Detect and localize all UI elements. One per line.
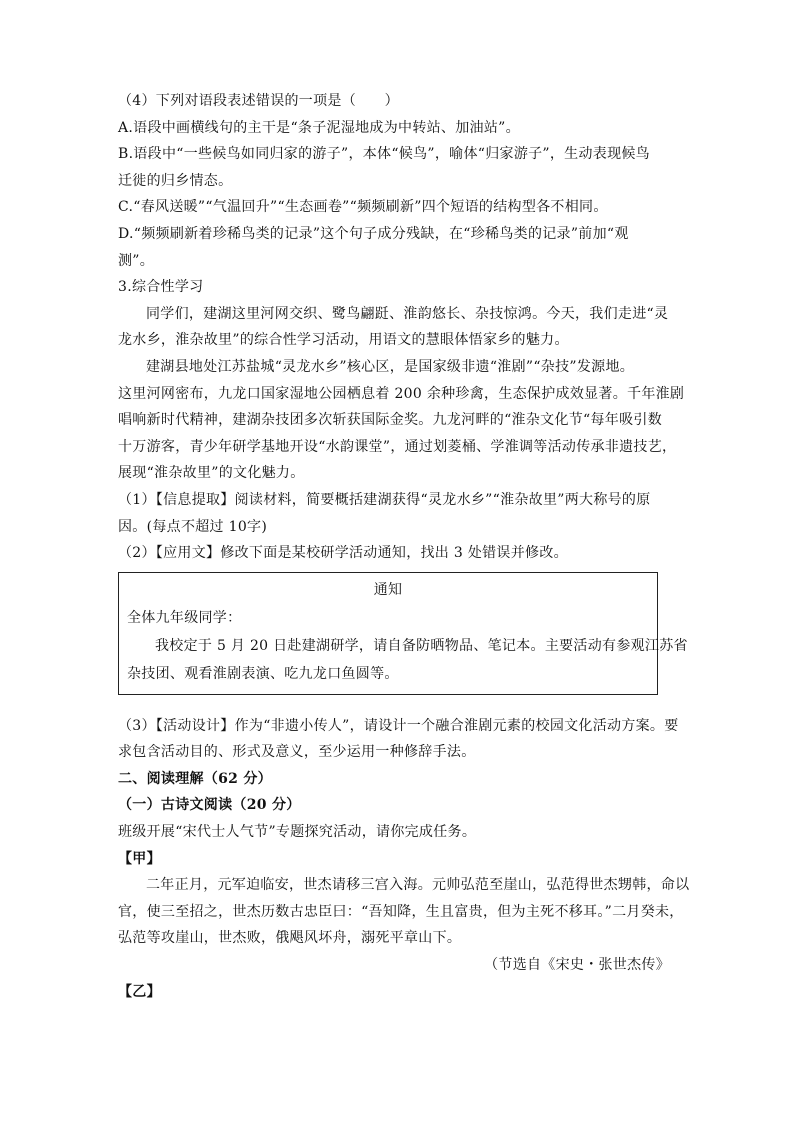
- material-paragraph-line4: 十万游客，青少年研学基地开设“水韵课堂”，通过划菱桶、学淮调等活动传承非遗技艺，: [118, 438, 677, 455]
- q4-option-a: A.语段中画横线句的主干是“条子泥湿地成为中转站、加油站”。: [118, 119, 520, 136]
- passage-jia-label: 【甲】: [118, 850, 161, 867]
- notice-body-line1: 我校定于 5 月 20 日赴建湖研学，请自备防晒物品、笔记本。主要活动有参观江苏省: [155, 637, 688, 654]
- part2-subheading: （一）古诗文阅读（20 分）: [118, 797, 301, 814]
- q4-stem: （4）下列对语段表述错误的一项是（ ）: [118, 93, 399, 109]
- material-paragraph-line5: 展现“淮杂故里”的文化魅力。: [118, 465, 305, 482]
- part2-heading: 二、阅读理解（62 分）: [118, 770, 272, 787]
- material-paragraph-line1: 建湖县地处江苏盐城“灵龙水乡”核心区，是国家级非遗“淮剧”“杂技”发源地。: [146, 358, 635, 375]
- q4-option-d-line2: 测”。: [118, 252, 155, 269]
- passage-jia-line2: 官，使三至招之，世杰历数古忠臣曰：“吾知降，生且富贵，但为主死不移耳。”二月癸未，: [118, 903, 684, 920]
- question3-line2: 求包含活动目的、形式及意义，至少运用一种修辞手法。: [118, 744, 476, 761]
- material-paragraph-line2: 这里河网密布，九龙口国家湿地公园栖息着 200 余种珍禽，生态保护成效显著。千年淮剧: [118, 385, 685, 402]
- q4-option-d-line1: D.“频频刷新着珍稀鸟类的记录”这个句子成分残缺，在“珍稀鸟类的记录”前加“观: [118, 225, 629, 242]
- question3-line1: （3）【活动设计】作为“非遗小传人”，请设计一个融合淮剧元素的校园文化活动方案。要: [118, 717, 679, 734]
- passage-yi-label: 【乙】: [118, 983, 161, 1000]
- document-page: [118, 88, 690, 1005]
- passage-jia-source: （节选自《宋史・张世杰传》: [484, 957, 670, 974]
- part2-intro: 班级开展“宋代士人气节”专题探究活动，请你完成任务。: [118, 824, 477, 841]
- section3-heading: 3.综合性学习: [118, 279, 204, 296]
- q4-option-b-line1: B.语段中“一些候鸟如同归家的游子”，本体“候鸟”，喻体“归家游子”，生动表现候鸟: [118, 146, 650, 163]
- question1-line2: 因。(每点不超过 10字): [118, 518, 268, 535]
- notice-title: 通知: [373, 581, 403, 598]
- q4-option-c: C.“春风送暖”“气温回升”“生态画卷”“频频刷新”四个短语的结构型各不相同。: [118, 199, 608, 216]
- intro-paragraph-line1: 同学们，建湖这里河网交织、鹭鸟翩跹、淮韵悠长、杂技惊鸿。今天，我们走进“灵: [146, 305, 669, 322]
- question1-line1: （1）【信息提取】阅读材料，简要概括建湖获得“灵龙水乡”“淮杂故里”两大称号的原: [118, 491, 651, 508]
- q4-option-b-line2: 迁徙的归乡情态。: [118, 172, 233, 189]
- notice-body-line2: 杂技团、观看淮剧表演、吃九龙口鱼圆等。: [127, 665, 399, 682]
- material-paragraph-line3: 唱响新时代精神，建湖杂技团多次斩获国际金奖。九龙河畔的“淮杂文化节“每年吸引数: [118, 412, 663, 429]
- question2: （2）【应用文】修改下面是某校研学活动通知，找出 3 处错误并修改。: [118, 545, 568, 562]
- passage-jia-line1: 二年正月，元军迫临安，世杰请移三宫入海。元帅弘范至崖山，弘范得世杰甥韩，命以: [146, 877, 690, 894]
- notice-box: [118, 572, 688, 695]
- passage-jia-line3: 弘范等攻崖山，世杰败，俄飓风坏舟，溺死平章山下。: [118, 930, 462, 947]
- notice-salutation: 全体九年级同学：: [127, 609, 242, 626]
- intro-paragraph-line2: 龙水乡，淮杂故里”的综合性学习活动，用语文的慧眼体悟家乡的魅力。: [118, 332, 569, 349]
